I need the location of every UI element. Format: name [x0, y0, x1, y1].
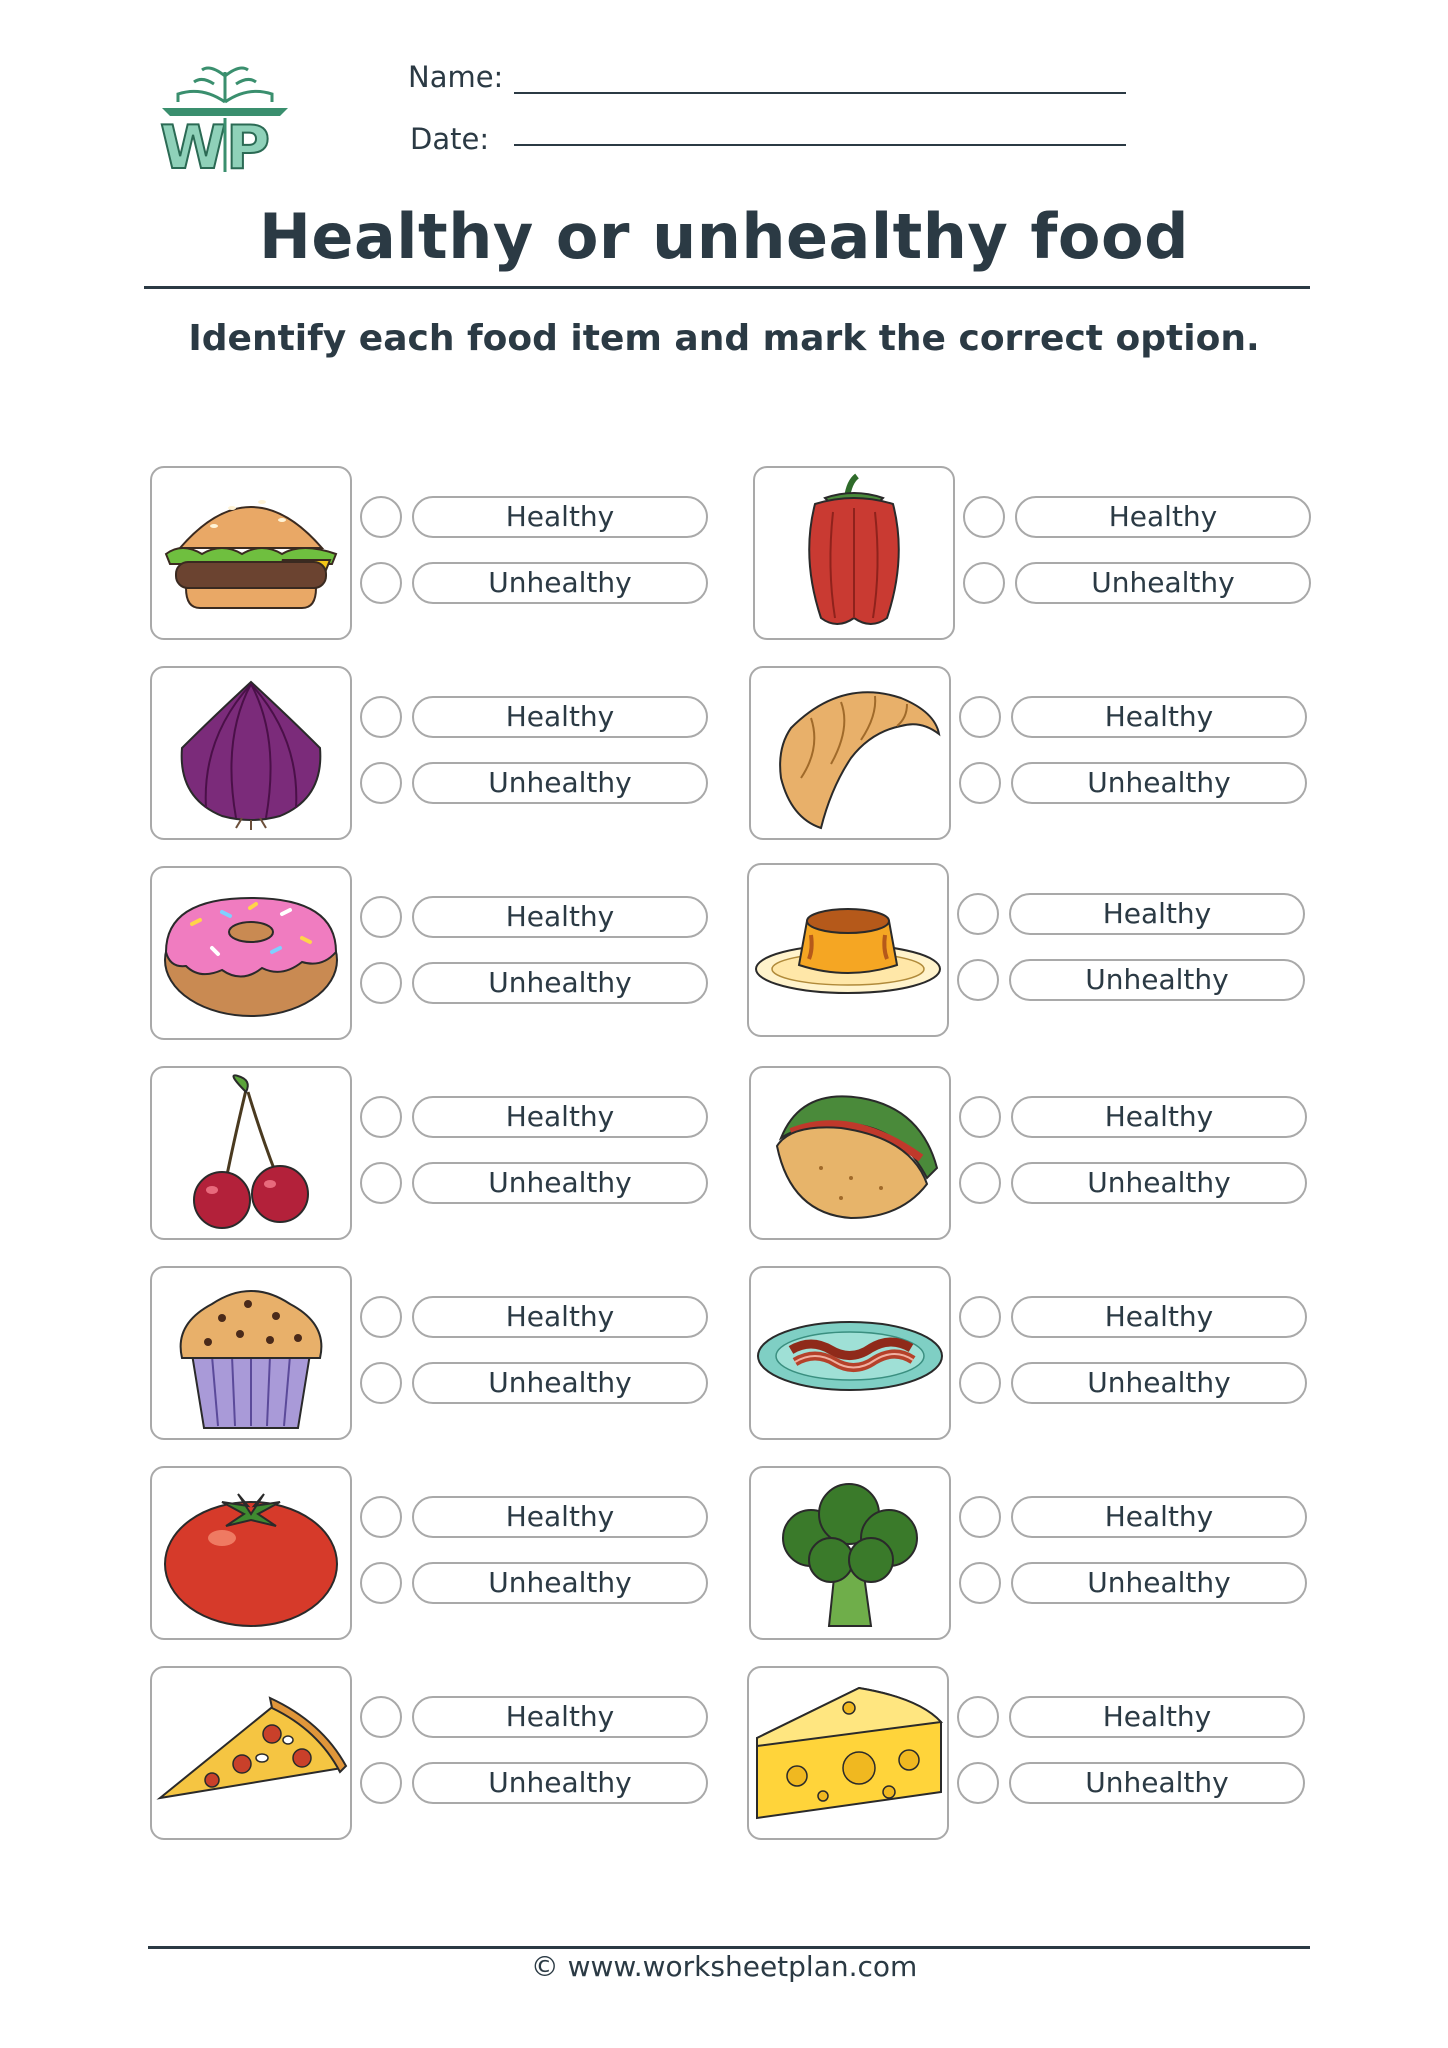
unhealthy-label: Unhealthy	[412, 1362, 708, 1404]
unhealthy-option[interactable]	[360, 1560, 710, 1606]
muffin-icon	[152, 1268, 350, 1438]
healthy-option[interactable]	[959, 1294, 1309, 1340]
unhealthy-option[interactable]	[959, 760, 1309, 806]
healthy-option[interactable]	[963, 494, 1313, 540]
food-item	[150, 666, 740, 844]
logo-text: WP	[160, 113, 271, 176]
healthy-label: Healthy	[1015, 496, 1311, 538]
unhealthy-radio[interactable]	[360, 562, 402, 604]
croissant-icon	[751, 668, 949, 838]
cherries-icon	[152, 1068, 350, 1238]
unhealthy-radio[interactable]	[360, 1162, 402, 1204]
food-image-card	[749, 1466, 951, 1640]
unhealthy-option[interactable]	[959, 1360, 1309, 1406]
food-item	[150, 1466, 740, 1644]
healthy-label: Healthy	[412, 1296, 708, 1338]
food-item	[753, 466, 1343, 644]
worksheetplan-logo	[150, 56, 300, 176]
unhealthy-radio[interactable]	[959, 1562, 1001, 1604]
unhealthy-option[interactable]	[957, 957, 1307, 1003]
healthy-radio[interactable]	[360, 1096, 402, 1138]
unhealthy-option[interactable]	[360, 1360, 710, 1406]
food-item	[747, 863, 1337, 1041]
healthy-radio[interactable]	[959, 1496, 1001, 1538]
page-title: Healthy or unhealthy food	[259, 200, 1189, 273]
date-label: Date:	[410, 122, 490, 156]
unhealthy-option[interactable]	[959, 1560, 1309, 1606]
healthy-option[interactable]	[957, 1694, 1307, 1740]
food-item	[749, 666, 1339, 844]
food-image-card	[150, 1666, 352, 1840]
healthy-radio[interactable]	[360, 696, 402, 738]
unhealthy-option[interactable]	[360, 760, 710, 806]
unhealthy-radio[interactable]	[360, 762, 402, 804]
name-field-line[interactable]	[514, 92, 1126, 94]
healthy-radio[interactable]	[959, 1296, 1001, 1338]
unhealthy-radio[interactable]	[957, 1762, 999, 1804]
healthy-option[interactable]	[360, 1294, 710, 1340]
healthy-option[interactable]	[360, 1694, 710, 1740]
tomato-icon	[152, 1468, 350, 1638]
pudding-icon	[749, 865, 947, 1035]
unhealthy-radio[interactable]	[360, 962, 402, 1004]
unhealthy-label: Unhealthy	[412, 562, 708, 604]
unhealthy-label: Unhealthy	[1009, 959, 1305, 1001]
healthy-option[interactable]	[959, 1494, 1309, 1540]
taco-icon	[751, 1068, 949, 1238]
healthy-option[interactable]	[360, 894, 710, 940]
healthy-radio[interactable]	[959, 1096, 1001, 1138]
healthy-label: Healthy	[1011, 1296, 1307, 1338]
unhealthy-radio[interactable]	[360, 1562, 402, 1604]
unhealthy-radio[interactable]	[957, 959, 999, 1001]
healthy-radio[interactable]	[963, 496, 1005, 538]
healthy-label: Healthy	[412, 896, 708, 938]
healthy-radio[interactable]	[957, 1696, 999, 1738]
unhealthy-label: Unhealthy	[1011, 1362, 1307, 1404]
donut-icon	[152, 868, 350, 1038]
healthy-label: Healthy	[1011, 1496, 1307, 1538]
onion-icon	[152, 668, 350, 838]
unhealthy-label: Unhealthy	[1011, 1162, 1307, 1204]
food-item	[150, 1066, 740, 1244]
healthy-radio[interactable]	[360, 1696, 402, 1738]
healthy-radio[interactable]	[959, 696, 1001, 738]
healthy-label: Healthy	[412, 1096, 708, 1138]
healthy-radio[interactable]	[957, 893, 999, 935]
healthy-option[interactable]	[360, 694, 710, 740]
copyright-icon: ©	[530, 1950, 559, 1983]
cheese-icon	[749, 1668, 947, 1838]
unhealthy-option[interactable]	[959, 1160, 1309, 1206]
food-item	[150, 1666, 740, 1844]
unhealthy-label: Unhealthy	[1009, 1762, 1305, 1804]
healthy-radio[interactable]	[360, 1496, 402, 1538]
date-field-line[interactable]	[514, 144, 1126, 146]
food-image-card	[749, 1266, 951, 1440]
healthy-radio[interactable]	[360, 1296, 402, 1338]
food-item	[749, 1466, 1339, 1644]
healthy-label: Healthy	[1009, 1696, 1305, 1738]
unhealthy-option[interactable]	[360, 960, 710, 1006]
food-image-card	[747, 863, 949, 1037]
title-divider	[144, 286, 1310, 289]
unhealthy-option[interactable]	[963, 560, 1313, 606]
footer	[0, 1950, 1448, 1983]
healthy-option[interactable]	[360, 1494, 710, 1540]
healthy-label: Healthy	[1009, 893, 1305, 935]
unhealthy-radio[interactable]	[959, 1162, 1001, 1204]
healthy-radio[interactable]	[360, 896, 402, 938]
healthy-radio[interactable]	[360, 496, 402, 538]
unhealthy-label: Unhealthy	[412, 1762, 708, 1804]
healthy-option[interactable]	[959, 694, 1309, 740]
pizza-icon	[152, 1668, 350, 1838]
broccoli-icon	[751, 1468, 949, 1638]
healthy-option[interactable]	[360, 494, 710, 540]
food-image-card	[749, 666, 951, 840]
food-item	[150, 866, 740, 1044]
food-image-card	[150, 466, 352, 640]
unhealthy-option[interactable]	[957, 1760, 1307, 1806]
food-image-card	[749, 1066, 951, 1240]
unhealthy-label: Unhealthy	[412, 1162, 708, 1204]
unhealthy-label: Unhealthy	[412, 762, 708, 804]
food-item	[749, 1266, 1339, 1444]
footer-divider	[148, 1946, 1310, 1949]
burger-icon	[152, 468, 350, 638]
footer-site-link[interactable]: www.worksheetplan.com	[567, 1950, 918, 1983]
food-item	[150, 466, 740, 644]
food-image-card	[753, 466, 955, 640]
unhealthy-radio[interactable]	[959, 1362, 1001, 1404]
unhealthy-label: Unhealthy	[1011, 1562, 1307, 1604]
unhealthy-label: Unhealthy	[412, 1562, 708, 1604]
healthy-label: Healthy	[412, 1696, 708, 1738]
unhealthy-radio[interactable]	[963, 562, 1005, 604]
food-image-card	[150, 866, 352, 1040]
unhealthy-radio[interactable]	[360, 1762, 402, 1804]
food-item	[747, 1666, 1337, 1844]
unhealthy-label: Unhealthy	[1015, 562, 1311, 604]
food-image-card	[150, 1466, 352, 1640]
unhealthy-radio[interactable]	[360, 1362, 402, 1404]
unhealthy-label: Unhealthy	[1011, 762, 1307, 804]
food-image-card	[150, 666, 352, 840]
unhealthy-label: Unhealthy	[412, 962, 708, 1004]
food-item	[150, 1266, 740, 1444]
healthy-label: Healthy	[412, 496, 708, 538]
unhealthy-radio[interactable]	[959, 762, 1001, 804]
bell-pepper-icon	[755, 468, 953, 638]
bacon-icon	[751, 1268, 949, 1438]
healthy-option[interactable]	[959, 1094, 1309, 1140]
healthy-label: Healthy	[1011, 696, 1307, 738]
unhealthy-option[interactable]	[360, 1760, 710, 1806]
unhealthy-option[interactable]	[360, 560, 710, 606]
healthy-label: Healthy	[412, 1496, 708, 1538]
healthy-label: Healthy	[1011, 1096, 1307, 1138]
healthy-option[interactable]	[360, 1094, 710, 1140]
food-image-card	[747, 1666, 949, 1840]
food-image-card	[150, 1266, 352, 1440]
instructions: Identify each food item and mark the correct option.	[188, 318, 1260, 359]
unhealthy-option[interactable]	[360, 1160, 710, 1206]
name-label: Name:	[408, 60, 504, 94]
healthy-label: Healthy	[412, 696, 708, 738]
healthy-option[interactable]	[957, 891, 1307, 937]
food-image-card	[150, 1066, 352, 1240]
food-item	[749, 1066, 1339, 1244]
